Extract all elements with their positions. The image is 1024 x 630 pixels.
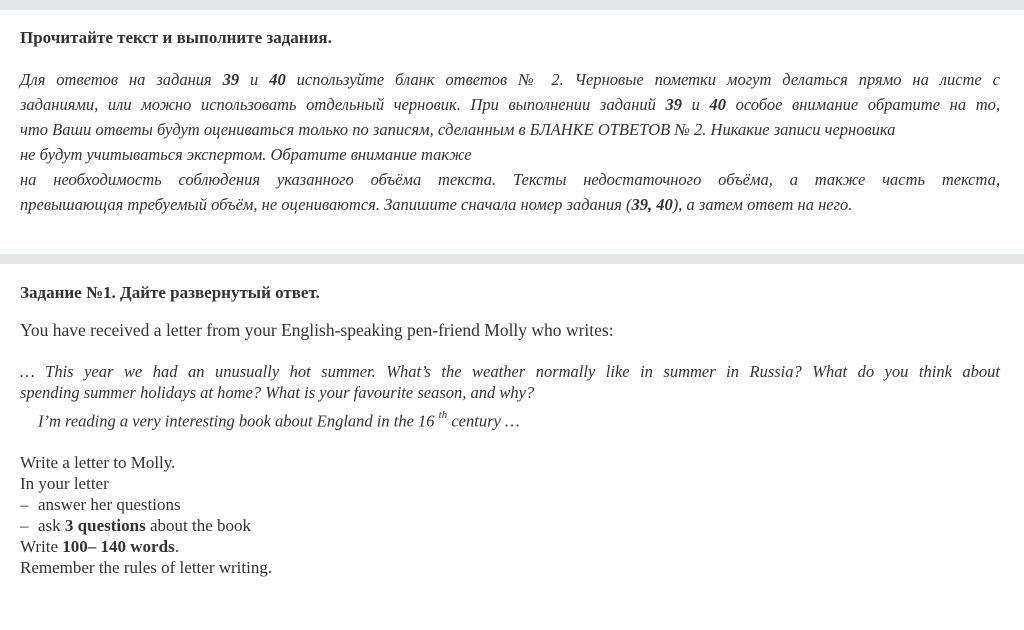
quote-line-3: I’m reading a very interesting book about England in the 16 $^{th}$ century …	[38, 409, 520, 431]
instructions-line-4: не будут учитываться экспертом. Обратите внимание также	[20, 145, 472, 164]
task-intro: You have received a letter from your English-speaking pen-friend Molly who writes:	[20, 320, 614, 340]
task-line-word-count: Write 100– 140 words.	[20, 536, 179, 556]
instructions-line-2: заданиями, или можно использовать отдельный черновик. При выполнении заданий 39 и 40 особое внимание обратите на то,	[20, 95, 1000, 114]
instructions-line-1: Для ответов на задания 39 и 40 используйте бланк ответов № 2. Черновые пометки могут делаться прямо на листе с	[20, 70, 1001, 89]
letter-quote	[20, 361, 1000, 432]
task-number-40: 40	[269, 70, 286, 89]
task-card	[20, 283, 1000, 578]
quote-line-1: … This year we had an unusually hot summer. What’s the weather normally like in summer in Russia? What do you think about	[20, 362, 1000, 381]
task-line-1: Write a letter to Molly.	[20, 452, 176, 472]
task-number-39: 39	[665, 95, 682, 114]
instructions-line-6: превышающая требуемый объём, не оцениваются. Запишите сначала номер задания (39, 40), а затем ответ на него.	[20, 195, 853, 214]
section-divider-band	[0, 254, 1024, 264]
ordinal-suffix: th	[438, 409, 448, 421]
dash-bullet: –	[20, 494, 29, 514]
top-divider-band	[0, 0, 1024, 10]
task-bullet-2: – ask 3 questions about the book	[20, 515, 251, 535]
task-numbers: 39, 40	[631, 195, 673, 214]
instructions-line-5: на необходимость соблюдения указанного объёма текста. Тексты недостаточного объёма, а также часть текста,	[20, 170, 1000, 189]
instructions-heading: Прочитайте текст и выполните задания.	[20, 28, 332, 47]
task-heading: Задание №1. Дайте развернутый ответ.	[20, 283, 320, 302]
task-instructions	[20, 452, 1000, 578]
task-line-6: Remember the rules of letter writing.	[20, 557, 273, 577]
task-line-2: In your letter	[20, 473, 109, 493]
instructions-card	[20, 28, 1000, 217]
task-number-40: 40	[709, 95, 726, 114]
quote-line-2: spending summer holidays at home? What is your favourite season, and why?	[20, 383, 535, 402]
task-bullet-1: – answer her questions	[20, 494, 181, 514]
task-number-39: 39	[222, 70, 240, 89]
instructions-text	[20, 67, 1000, 217]
instructions-line-3: что Ваши ответы будут оцениваться только по записям, сделанным в БЛАНКЕ ОТВЕТОВ № 2. Никакие записи черновика	[20, 120, 896, 139]
dash-bullet: –	[20, 515, 29, 535]
